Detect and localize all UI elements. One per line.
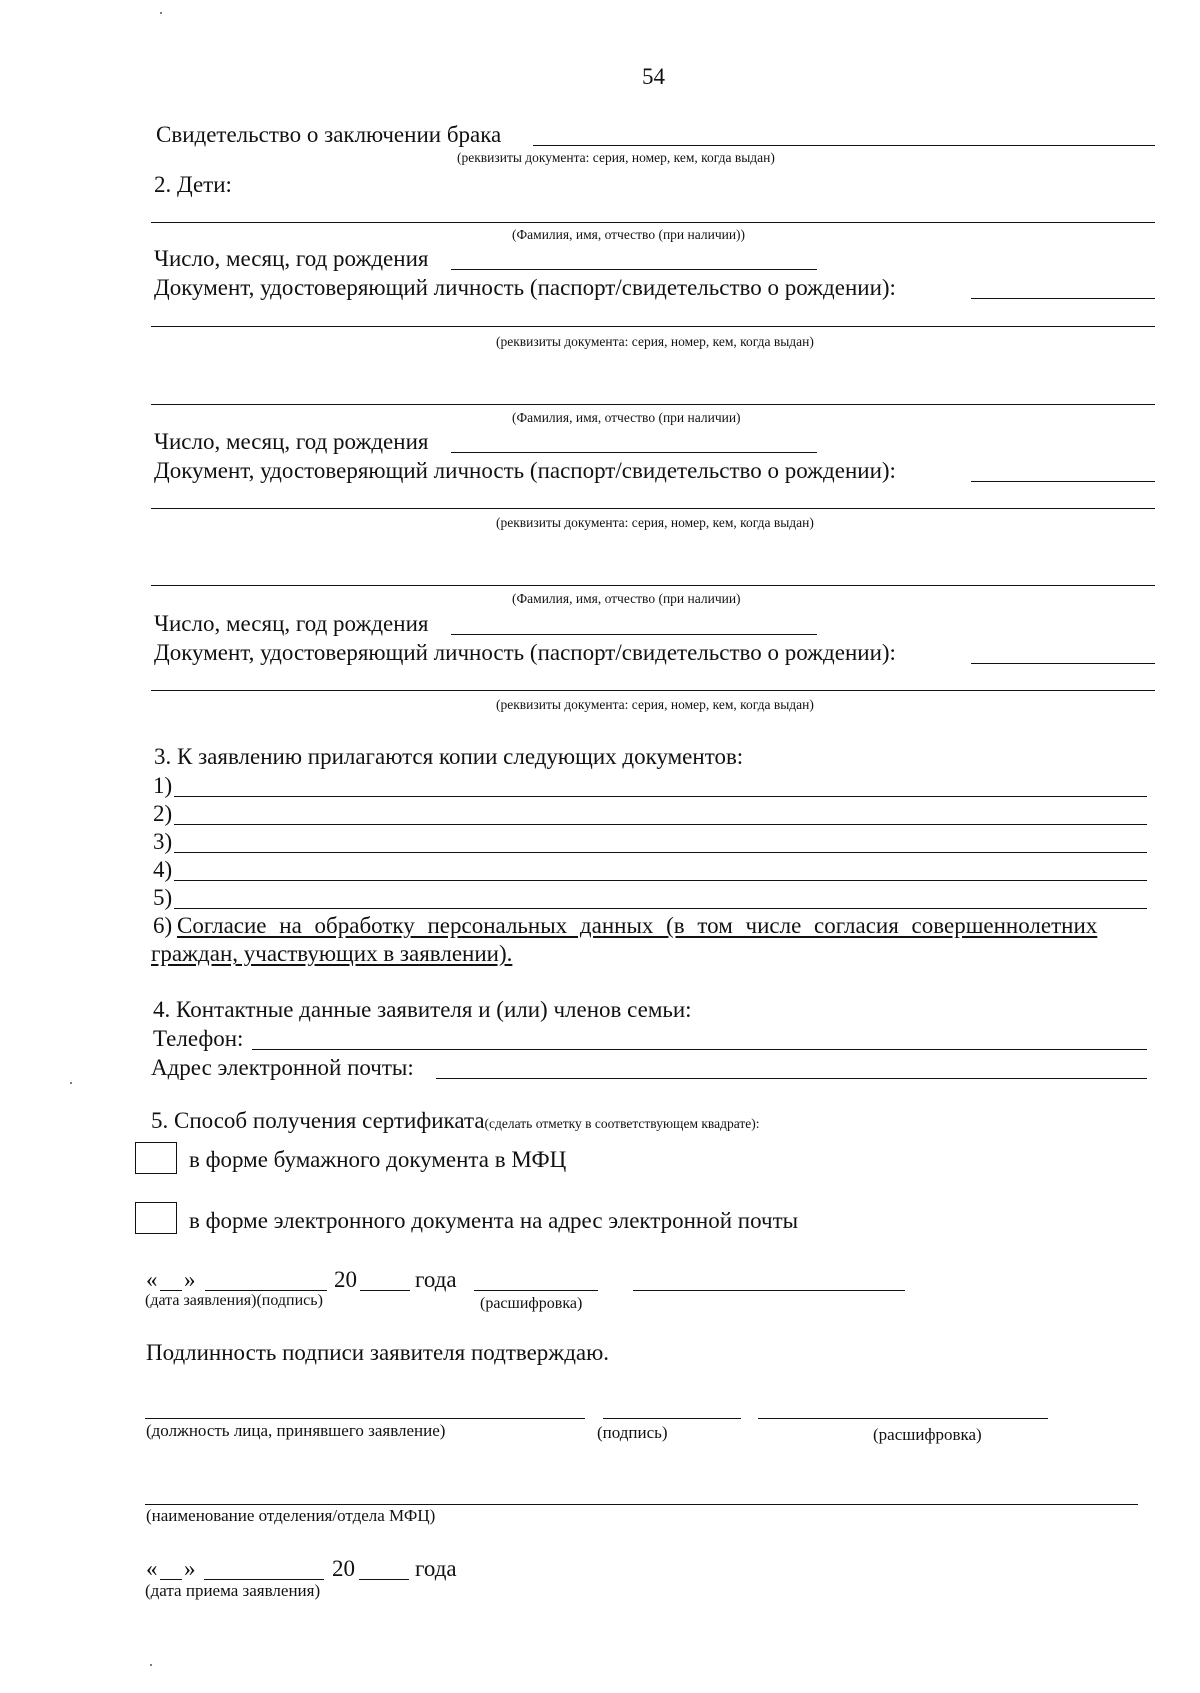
attachment-item-number: 1) (153, 773, 173, 798)
mfc-office-field[interactable] (145, 1504, 1138, 1505)
child-1-document-label: Документ, удостоверяющий личность (паспорт/свидетельство о рождении): (154, 275, 896, 300)
receipt-year-prefix: 20 (332, 1556, 355, 1581)
application-date-open-quote: « (146, 1267, 158, 1292)
phone-label: Телефон: (153, 1026, 244, 1051)
child-2-document-field[interactable] (971, 481, 1155, 482)
email-field[interactable] (436, 1078, 1147, 1079)
child-1-document-note: (реквизиты документа: серия, номер, кем, когда выдан) (496, 334, 814, 349)
child-3-birth-field[interactable] (451, 634, 817, 635)
child-2-document-label: Документ, удостоверяющий личность (паспорт/свидетельство о рождении): (154, 458, 896, 483)
marriage-certificate-label: Свидетельство о заключении брака (156, 122, 502, 147)
child-2-document-note: (реквизиты документа: серия, номер, кем, когда выдан) (496, 515, 814, 530)
application-decode-note: (расшифровка) (480, 1295, 583, 1312)
attachment-item-5-field[interactable] (174, 908, 1147, 909)
electronic-option-label: в форме электронного документа на адрес электронной почты (189, 1208, 799, 1233)
official-decode-note: (расшифровка) (873, 1425, 982, 1444)
child-3-name-note: (Фамилия, имя, отчество (при наличии) (512, 591, 741, 606)
receipt-date-note: (дата приема заявления) (145, 1581, 321, 1600)
child-3-document-details-field[interactable] (151, 690, 1155, 691)
child-1-name-field[interactable] (151, 222, 1155, 223)
official-position-note: (должность лица, принявшего заявление) (146, 1421, 446, 1440)
phone-field[interactable] (252, 1049, 1147, 1050)
child-1-birth-field[interactable] (451, 269, 817, 270)
mfc-office-note: (наименование отделения/отдела МФЦ) (146, 1506, 436, 1525)
official-position-field[interactable] (145, 1418, 585, 1419)
child-2-birth-field[interactable] (451, 452, 817, 453)
child-2-document-details-field[interactable] (151, 508, 1155, 509)
marriage-certificate-note: (реквизиты документа: серия, номер, кем, когда выдан) (457, 150, 775, 165)
attachment-item-number: 2) (153, 801, 173, 826)
official-signature-field[interactable] (603, 1418, 741, 1419)
receipt-year-suffix: года (415, 1556, 457, 1581)
attachment-item-3-field[interactable] (174, 852, 1147, 853)
child-2-name-note: (Фамилия, имя, отчество (при наличии) (512, 410, 741, 425)
marriage-certificate-field[interactable] (533, 145, 1155, 146)
application-year-suffix: года (415, 1267, 457, 1292)
receipt-month-field[interactable] (204, 1579, 324, 1580)
child-2-birth-label: Число, месяц, год рождения (154, 429, 429, 454)
email-label: Адрес электронной почты: (151, 1055, 414, 1080)
application-date-sign-note: (дата заявления)(подпись) (145, 1292, 323, 1309)
applicant-name-decode-field[interactable] (633, 1290, 905, 1291)
child-2-name-field[interactable] (151, 404, 1155, 405)
attachment-item-6-number: 6) (153, 913, 173, 938)
child-3-name-field[interactable] (151, 585, 1155, 586)
application-year-field[interactable] (360, 1290, 410, 1291)
receipt-date-open-quote: « (146, 1556, 158, 1581)
contacts-heading: 4. Контактные данные заявителя и (или) членов семьи: (153, 997, 692, 1022)
scan-speck (150, 1664, 152, 1666)
attachment-item-1-field[interactable] (174, 796, 1147, 797)
child-3-document-note: (реквизиты документа: серия, номер, кем, когда выдан) (496, 697, 814, 712)
scan-speck (160, 12, 162, 14)
attachment-item-4-field[interactable] (174, 880, 1147, 881)
official-signature-note: (подпись) (597, 1423, 668, 1442)
children-heading: 2. Дети: (154, 172, 232, 197)
receipt-year-field[interactable] (359, 1579, 409, 1580)
method-heading (151, 1107, 760, 1134)
attachment-item-2-field[interactable] (174, 824, 1147, 825)
signature-confirmation-text: Подлинность подписи заявителя подтверждаю. (146, 1340, 610, 1365)
scan-speck (70, 1082, 72, 1084)
method-heading-text: 5. Способ получения сертификата (151, 1108, 485, 1133)
child-3-document-label: Документ, удостоверяющий личность (паспорт/свидетельство о рождении): (154, 640, 896, 665)
attachment-item-number: 3) (153, 829, 173, 854)
attachments-heading: 3. К заявлению прилагаются копии следующих документов: (154, 744, 744, 769)
child-1-name-note: (Фамилия, имя, отчество (при наличии)) (512, 227, 746, 242)
application-date-close-quote: » (184, 1267, 196, 1292)
receipt-day-field[interactable] (160, 1579, 182, 1580)
child-3-document-field[interactable] (971, 663, 1155, 664)
attachment-item-6-text-continued: граждан, участвующих в заявлении). (151, 941, 513, 966)
attachment-item-number: 5) (153, 885, 173, 910)
child-1-document-field[interactable] (971, 298, 1155, 299)
attachment-item-number: 4) (153, 857, 173, 882)
attachment-item-6-text: Согласие на обработку персональных данных (в том числе согласия совершеннолетних (177, 913, 1098, 938)
method-heading-note: (сделать отметку в соответствующем квадрате): (484, 1116, 760, 1131)
paper-option-label: в форме бумажного документа в МФЦ (189, 1147, 567, 1172)
page-number: 54 (642, 64, 665, 89)
applicant-signature-field[interactable] (474, 1290, 598, 1291)
paper-option-checkbox[interactable] (135, 1142, 177, 1174)
receipt-date-close-quote: » (184, 1556, 196, 1581)
official-name-decode-field[interactable] (758, 1418, 1048, 1419)
electronic-option-checkbox[interactable] (135, 1202, 177, 1234)
child-1-birth-label: Число, месяц, год рождения (154, 246, 429, 271)
child-1-document-details-field[interactable] (151, 326, 1155, 327)
child-3-birth-label: Число, месяц, год рождения (154, 611, 429, 636)
application-year-prefix: 20 (334, 1267, 357, 1292)
